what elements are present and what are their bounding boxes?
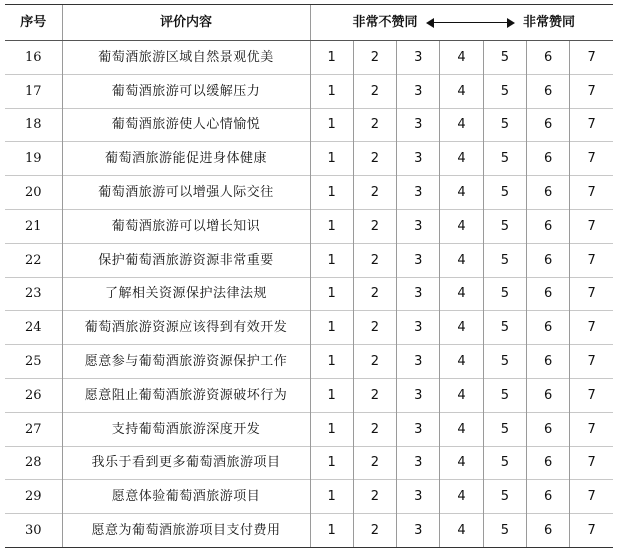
table-row bbox=[5, 412, 613, 446]
scale-option-4[interactable]: 4 bbox=[440, 209, 483, 243]
scale-option-6[interactable]: 6 bbox=[526, 108, 569, 142]
scale-option-2[interactable]: 2 bbox=[353, 243, 396, 277]
scale-option-7[interactable]: 7 bbox=[570, 41, 613, 75]
scale-option-3[interactable]: 3 bbox=[397, 176, 440, 210]
evaluation-item: 葡萄酒旅游使人心情愉悦 bbox=[62, 108, 310, 142]
scale-option-3[interactable]: 3 bbox=[397, 514, 440, 548]
scale-option-5[interactable]: 5 bbox=[483, 41, 526, 75]
scale-option-6[interactable]: 6 bbox=[526, 311, 569, 345]
scale-option-2[interactable]: 2 bbox=[353, 176, 396, 210]
scale-option-7[interactable]: 7 bbox=[570, 412, 613, 446]
scale-option-1[interactable]: 1 bbox=[310, 142, 353, 176]
scale-option-4[interactable]: 4 bbox=[440, 243, 483, 277]
scale-option-2[interactable]: 2 bbox=[353, 378, 396, 412]
scale-option-4[interactable]: 4 bbox=[440, 311, 483, 345]
scale-option-7[interactable]: 7 bbox=[570, 74, 613, 108]
scale-option-6[interactable]: 6 bbox=[526, 243, 569, 277]
scale-option-3[interactable]: 3 bbox=[397, 311, 440, 345]
header-index: 序号 bbox=[5, 5, 62, 41]
scale-option-6[interactable]: 6 bbox=[526, 142, 569, 176]
scale-option-5[interactable]: 5 bbox=[483, 108, 526, 142]
scale-option-2[interactable]: 2 bbox=[353, 345, 396, 379]
scale-option-2[interactable]: 2 bbox=[353, 311, 396, 345]
scale-option-1[interactable]: 1 bbox=[310, 345, 353, 379]
scale-option-7[interactable]: 7 bbox=[570, 243, 613, 277]
scale-option-5[interactable]: 5 bbox=[483, 378, 526, 412]
header-scale bbox=[310, 5, 613, 41]
scale-option-2[interactable]: 2 bbox=[353, 41, 396, 75]
evaluation-item: 葡萄酒旅游资源应该得到有效开发 bbox=[62, 311, 310, 345]
scale-option-1[interactable]: 1 bbox=[310, 41, 353, 75]
evaluation-item: 愿意为葡萄酒旅游项目支付费用 bbox=[62, 514, 310, 548]
scale-option-6[interactable]: 6 bbox=[526, 480, 569, 514]
scale-option-5[interactable]: 5 bbox=[483, 514, 526, 548]
evaluation-item: 支持葡萄酒旅游深度开发 bbox=[62, 412, 310, 446]
scale-option-4[interactable]: 4 bbox=[440, 74, 483, 108]
row-number: 16 bbox=[5, 41, 62, 75]
scale-option-3[interactable]: 3 bbox=[397, 412, 440, 446]
scale-high-label: 非常赞同 bbox=[522, 15, 575, 30]
scale-option-6[interactable]: 6 bbox=[526, 446, 569, 480]
scale-option-6[interactable]: 6 bbox=[526, 378, 569, 412]
scale-option-1[interactable]: 1 bbox=[310, 514, 353, 548]
scale-option-4[interactable]: 4 bbox=[440, 480, 483, 514]
table-row bbox=[5, 277, 613, 311]
table-row bbox=[5, 74, 613, 108]
scale-option-5[interactable]: 5 bbox=[483, 74, 526, 108]
evaluation-item: 葡萄酒旅游可以增长知识 bbox=[62, 209, 310, 243]
row-number: 19 bbox=[5, 142, 62, 176]
scale-option-2[interactable]: 2 bbox=[353, 277, 396, 311]
scale-option-1[interactable]: 1 bbox=[310, 277, 353, 311]
scale-option-3[interactable]: 3 bbox=[397, 209, 440, 243]
scale-option-7[interactable]: 7 bbox=[570, 209, 613, 243]
scale-option-1[interactable]: 1 bbox=[310, 108, 353, 142]
row-number: 30 bbox=[5, 514, 62, 548]
scale-option-3[interactable]: 3 bbox=[397, 74, 440, 108]
scale-option-1[interactable]: 1 bbox=[310, 209, 353, 243]
scale-low-label: 非常不赞同 bbox=[352, 15, 418, 30]
scale-option-6[interactable]: 6 bbox=[526, 514, 569, 548]
table-row bbox=[5, 345, 613, 379]
table-row bbox=[5, 378, 613, 412]
scale-option-7[interactable]: 7 bbox=[570, 311, 613, 345]
scale-option-5[interactable]: 5 bbox=[483, 345, 526, 379]
scale-option-7[interactable]: 7 bbox=[570, 142, 613, 176]
row-number: 20 bbox=[5, 176, 62, 210]
scale-option-6[interactable]: 6 bbox=[526, 41, 569, 75]
scale-option-4[interactable]: 4 bbox=[440, 41, 483, 75]
row-number: 21 bbox=[5, 209, 62, 243]
row-number: 25 bbox=[5, 345, 62, 379]
scale-option-4[interactable]: 4 bbox=[440, 108, 483, 142]
scale-option-4[interactable]: 4 bbox=[440, 345, 483, 379]
scale-option-4[interactable]: 4 bbox=[440, 277, 483, 311]
scale-option-1[interactable]: 1 bbox=[310, 74, 353, 108]
scale-option-1[interactable]: 1 bbox=[310, 311, 353, 345]
header-content: 评价内容 bbox=[62, 5, 310, 41]
evaluation-item: 我乐于看到更多葡萄酒旅游项目 bbox=[62, 446, 310, 480]
scale-option-3[interactable]: 3 bbox=[397, 378, 440, 412]
scale-option-7[interactable]: 7 bbox=[570, 514, 613, 548]
evaluation-item: 葡萄酒旅游能促进身体健康 bbox=[62, 142, 310, 176]
evaluation-item: 愿意阻止葡萄酒旅游资源破坏行为 bbox=[62, 378, 310, 412]
row-number: 27 bbox=[5, 412, 62, 446]
row-number: 29 bbox=[5, 480, 62, 514]
scale-option-1[interactable]: 1 bbox=[310, 176, 353, 210]
scale-option-3[interactable]: 3 bbox=[397, 446, 440, 480]
scale-option-5[interactable]: 5 bbox=[483, 412, 526, 446]
survey-table bbox=[5, 4, 613, 548]
scale-option-5[interactable]: 5 bbox=[483, 480, 526, 514]
scale-option-4[interactable]: 4 bbox=[440, 446, 483, 480]
scale-option-4[interactable]: 4 bbox=[440, 378, 483, 412]
scale-option-7[interactable]: 7 bbox=[570, 108, 613, 142]
table-row bbox=[5, 514, 613, 548]
scale-option-2[interactable]: 2 bbox=[353, 514, 396, 548]
scale-option-7[interactable]: 7 bbox=[570, 446, 613, 480]
scale-option-4[interactable]: 4 bbox=[440, 412, 483, 446]
evaluation-item: 葡萄酒旅游可以缓解压力 bbox=[62, 74, 310, 108]
row-number: 26 bbox=[5, 378, 62, 412]
evaluation-item: 保护葡萄酒旅游资源非常重要 bbox=[62, 243, 310, 277]
scale-option-3[interactable]: 3 bbox=[397, 243, 440, 277]
header-row bbox=[5, 5, 613, 41]
table-row bbox=[5, 311, 613, 345]
row-number: 18 bbox=[5, 108, 62, 142]
evaluation-item: 葡萄酒旅游区域自然景观优美 bbox=[62, 41, 310, 75]
table-row bbox=[5, 108, 613, 142]
scale-option-2[interactable]: 2 bbox=[353, 74, 396, 108]
scale-option-5[interactable]: 5 bbox=[483, 176, 526, 210]
table-row bbox=[5, 243, 613, 277]
scale-option-5[interactable]: 5 bbox=[483, 311, 526, 345]
scale-option-2[interactable]: 2 bbox=[353, 108, 396, 142]
scale-option-6[interactable]: 6 bbox=[526, 345, 569, 379]
scale-option-2[interactable]: 2 bbox=[353, 480, 396, 514]
scale-option-2[interactable]: 2 bbox=[353, 446, 396, 480]
scale-option-6[interactable]: 6 bbox=[526, 209, 569, 243]
table-row bbox=[5, 176, 613, 210]
scale-option-1[interactable]: 1 bbox=[310, 412, 353, 446]
row-number: 17 bbox=[5, 74, 62, 108]
scale-option-6[interactable]: 6 bbox=[526, 176, 569, 210]
scale-option-6[interactable]: 6 bbox=[526, 277, 569, 311]
scale-option-7[interactable]: 7 bbox=[570, 378, 613, 412]
evaluation-item: 了解相关资源保护法律法规 bbox=[62, 277, 310, 311]
scale-option-6[interactable]: 6 bbox=[526, 74, 569, 108]
evaluation-item: 愿意体验葡萄酒旅游项目 bbox=[62, 480, 310, 514]
scale-option-1[interactable]: 1 bbox=[310, 243, 353, 277]
scale-option-5[interactable]: 5 bbox=[483, 209, 526, 243]
scale-option-3[interactable]: 3 bbox=[397, 41, 440, 75]
scale-option-6[interactable]: 6 bbox=[526, 412, 569, 446]
table-row bbox=[5, 446, 613, 480]
scale-option-4[interactable]: 4 bbox=[440, 142, 483, 176]
scale-option-4[interactable]: 4 bbox=[440, 176, 483, 210]
table-row bbox=[5, 209, 613, 243]
scale-option-2[interactable]: 2 bbox=[353, 142, 396, 176]
evaluation-item: 愿意参与葡萄酒旅游资源保护工作 bbox=[62, 345, 310, 379]
row-number: 22 bbox=[5, 243, 62, 277]
scale-option-5[interactable]: 5 bbox=[483, 142, 526, 176]
scale-option-3[interactable]: 3 bbox=[397, 142, 440, 176]
scale-option-7[interactable]: 7 bbox=[570, 480, 613, 514]
table-row bbox=[5, 480, 613, 514]
scale-option-7[interactable]: 7 bbox=[570, 176, 613, 210]
double-arrow-icon bbox=[426, 18, 515, 28]
scale-option-2[interactable]: 2 bbox=[353, 412, 396, 446]
row-number: 24 bbox=[5, 311, 62, 345]
scale-option-5[interactable]: 5 bbox=[483, 277, 526, 311]
scale-option-1[interactable]: 1 bbox=[310, 480, 353, 514]
scale-option-1[interactable]: 1 bbox=[310, 378, 353, 412]
scale-option-1[interactable]: 1 bbox=[310, 446, 353, 480]
scale-option-3[interactable]: 3 bbox=[397, 345, 440, 379]
scale-option-7[interactable]: 7 bbox=[570, 277, 613, 311]
evaluation-item: 葡萄酒旅游可以增强人际交往 bbox=[62, 176, 310, 210]
row-number: 23 bbox=[5, 277, 62, 311]
scale-option-4[interactable]: 4 bbox=[440, 514, 483, 548]
scale-option-3[interactable]: 3 bbox=[397, 108, 440, 142]
scale-option-2[interactable]: 2 bbox=[353, 209, 396, 243]
scale-option-5[interactable]: 5 bbox=[483, 243, 526, 277]
table-row bbox=[5, 41, 613, 75]
scale-option-7[interactable]: 7 bbox=[570, 345, 613, 379]
scale-option-3[interactable]: 3 bbox=[397, 277, 440, 311]
scale-option-3[interactable]: 3 bbox=[397, 480, 440, 514]
table-row bbox=[5, 142, 613, 176]
row-number: 28 bbox=[5, 446, 62, 480]
scale-option-5[interactable]: 5 bbox=[483, 446, 526, 480]
